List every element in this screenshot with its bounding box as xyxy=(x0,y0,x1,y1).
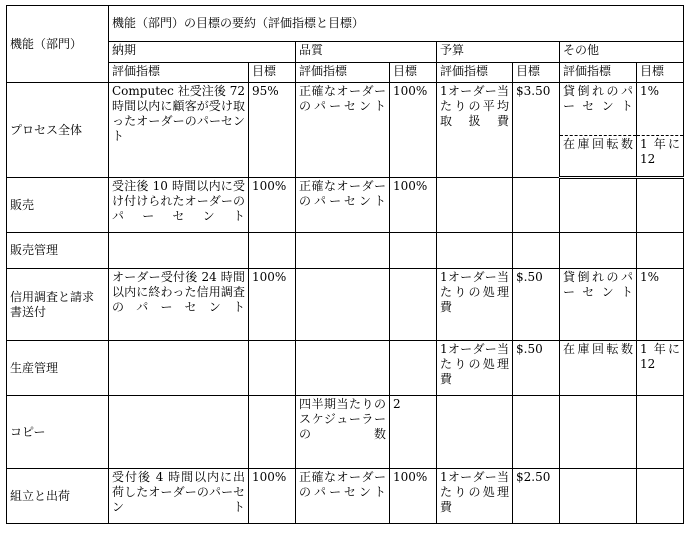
row-name-sales: 販売 xyxy=(7,178,109,233)
group-header-quality: 品質 xyxy=(296,42,437,63)
row-name-credit: 信用調査と請求書送付 xyxy=(7,269,109,341)
target-header: 目標 xyxy=(390,63,437,83)
delivery-target-assembly: 100% xyxy=(249,469,296,524)
other-target-overall-2: 1 年に 12 xyxy=(637,136,684,178)
budget-metric-production: 1オーダー当たりの処理費 xyxy=(437,341,513,396)
objectives-summary-table xyxy=(6,5,684,524)
group-header-other: その他 xyxy=(560,42,684,63)
metric-header: 評価指標 xyxy=(560,63,637,83)
row-name-overall: プロセス全体 xyxy=(7,83,109,178)
other-target-production: 1 年に 12 xyxy=(637,341,684,396)
budget-metric-credit: 1オーダー当たりの処理費 xyxy=(437,269,513,341)
row-name-assembly: 組立と出荷 xyxy=(7,469,109,524)
target-header: 目標 xyxy=(513,63,560,83)
other-target-credit: 1% xyxy=(637,269,684,341)
quality-target-overall: 100% xyxy=(390,83,437,178)
row-name-copy: コピー xyxy=(7,396,109,469)
delivery-metric-overall: Computec 社受注後 72 時間以内に顧客が受け取ったオーダーのパーセント xyxy=(109,83,249,178)
budget-target-overall: $3.50 xyxy=(513,83,560,178)
group-header-delivery: 納期 xyxy=(109,42,296,63)
table-title: 機能（部門）の目標の要約（評価指標と目標） xyxy=(109,6,684,42)
target-header: 目標 xyxy=(249,63,296,83)
other-metric-production: 在庫回転数 xyxy=(560,341,637,396)
quality-metric-overall: 正確なオーダーのパーセント xyxy=(296,83,390,178)
delivery-target-credit: 100% xyxy=(249,269,296,341)
row-name-sales-mgmt: 販売管理 xyxy=(7,233,109,269)
delivery-metric-sales: 受注後 10 時間以内に受け付けられたオーダーのパーセント xyxy=(109,178,249,233)
quality-metric-assembly: 正確なオーダーのパーセント xyxy=(296,469,390,524)
group-header-budget: 予算 xyxy=(437,42,560,63)
delivery-metric-credit: オーダー受付後 24 時間以内に終わった信用調査のパーセント xyxy=(109,269,249,341)
budget-target-production: $.50 xyxy=(513,341,560,396)
quality-metric-sales: 正確なオーダーのパーセント xyxy=(296,178,390,233)
metric-header: 評価指標 xyxy=(437,63,513,83)
quality-target-sales: 100% xyxy=(390,178,437,233)
target-header: 目標 xyxy=(637,63,684,83)
budget-target-credit: $.50 xyxy=(513,269,560,341)
other-metric-overall-2: 在庫回転数 xyxy=(560,136,637,178)
other-target-overall-1: 1% xyxy=(637,83,684,136)
delivery-target-sales: 100% xyxy=(249,178,296,233)
quality-target-assembly: 100% xyxy=(390,469,437,524)
quality-metric-copy: 四半期当たりのスケジューラーの数 xyxy=(296,396,390,469)
other-metric-credit: 貸倒れのパーセント xyxy=(560,269,637,341)
metric-header: 評価指標 xyxy=(109,63,249,83)
delivery-metric-assembly: 受付後 4 時間以内に出荷したオーダーのパーセント xyxy=(109,469,249,524)
budget-metric-assembly: 1オーダー当たりの処理費 xyxy=(437,469,513,524)
budget-metric-overall: 1オーダー当たりの平均取扱費 xyxy=(437,83,513,178)
metric-header: 評価指標 xyxy=(296,63,390,83)
quality-target-copy: 2 xyxy=(390,396,437,469)
other-metric-overall-1: 貸倒れのパーセント xyxy=(560,83,637,136)
delivery-target-overall: 95% xyxy=(249,83,296,178)
budget-target-assembly: $2.50 xyxy=(513,469,560,524)
function-header: 機能（部門） xyxy=(7,6,109,83)
row-name-production: 生産管理 xyxy=(7,341,109,396)
